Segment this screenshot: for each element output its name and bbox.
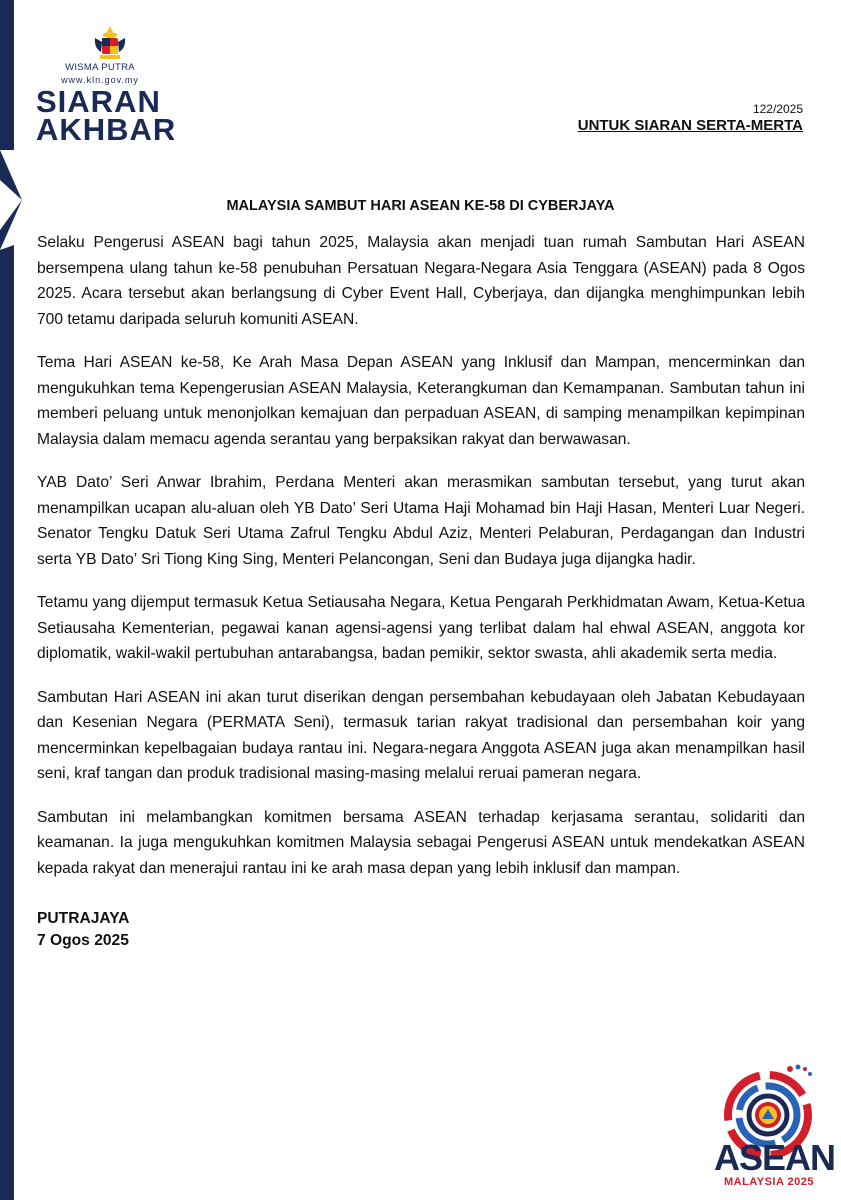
signoff xyxy=(37,908,129,952)
paragraph-1: Selaku Pengerusi ASEAN bagi tahun 2025, Malaysia akan menjadi tuan rumah Sambutan Hari ASEAN bersempena ulang tahun ke-58 penubuhan Persatuan Negara-Negara Asia Tenggara (ASEAN) pada 8 Ogos 2025. Acara tersebut akan berlangsung di Cyber Event Hall, Cyberjaya, dan dijangka menghimpunkan lebih 700 tetamu daripada seluruh komuniti ASEAN. xyxy=(37,234,805,328)
paragraph-6: Sambutan ini melambangkan komitmen bersama ASEAN terhadap kerjasama serantau, solidariti dan keamanan. Ia juga mengukuhkan komitmen Malaysia sebagai Pengerusi ASEAN untuk mendekatkan ASEAN kepada rakyat dan menerajui rantau ini ke arah masa depan yang lebih inklusif dan mampan. xyxy=(37,808,805,877)
doc-type-line2: AKHBAR xyxy=(36,112,177,147)
org-url: www.kln.gov.my xyxy=(61,75,139,85)
reference-block xyxy=(578,102,803,134)
asean-submark: MALAYSIA 2025 xyxy=(723,1176,815,1188)
asean-wordmark: ASEAN xyxy=(714,1137,836,1178)
doc-type xyxy=(36,84,177,147)
release-instruction: UNTUK SIARAN SERTA-MERTA xyxy=(577,117,803,134)
signoff-date: 7 Ogos 2025 xyxy=(37,932,129,949)
paragraph-5: Sambutan Hari ASEAN ini akan turut diserikan dengan persembahan kebudayaan oleh Jabatan Kebudayaan dan Kesenian Negara (PERMATA Seni), termasuk tarian rakyat tradisional dan persembahan koir yang mencerminkan kepelbagaian budaya rantau ini. Negara-negara Anggota ASEAN juga akan menampilkan hasil seni, kraf tangan dan produk tradisional masing-masing melalui reruai pameran negara. xyxy=(37,688,805,782)
paragraph-4: Tetamu yang dijemput termasuk Ketua Setiausaha Negara, Ketua Pengarah Perkhidmatan Awam, Ketua-Ketua Setiausaha Kementerian, pegawai kanan agensi-agensi yang terlibat dalam hal ehwal ASEAN, anggota kor diplomatik, wakil-wakil pertubuhan antarabangsa, badan pemikir, sektor swasta, ahli akademik serta media. xyxy=(37,594,805,662)
paragraph-2: Tema Hari ASEAN ke-58, Ke Arah Masa Depan ASEAN yang Inklusif dan Mampan, mencerminkan dan mengukuhkan tema Kepengerusian ASEAN Malaysia, Keterangkuman dan Kemampanan. Sambutan tahun ini memberi peluang untuk menonjolkan kemajuan dan perpaduan ASEAN, di samping menampilkan kepimpinan Malaysia dalam memacu agenda serantau yang berpaksikan rakyat dan berwawasan. xyxy=(37,354,805,448)
paragraph-3: YAB Dato’ Seri Anwar Ibrahim, Perdana Menteri akan merasmikan sambutan tersebut, yang turut akan menampilkan ucapan alu-aluan oleh YB Dato’ Seri Utama Haji Mohamad bin Haji Hasan, Menteri Luar Negeri. Senator Tengku Datuk Seri Utama Zafrul Tengku Abdul Aziz, Menteri Pelaburan, Perdagangan dan Industri serta YB Dato’ Sri Tiong King Sing, Menteri Pelancongan, Seni dan Budaya juga dijangka hadir. xyxy=(37,474,805,568)
signoff-place: PUTRAJAYA xyxy=(37,910,130,927)
org-name: WISMA PUTRA xyxy=(65,62,135,73)
coat-of-arms-icon xyxy=(92,24,128,62)
doc-type-line1: SIARAN xyxy=(36,84,161,119)
press-title: MALAYSIA SAMBUT HARI ASEAN KE-58 DI CYBERJAYA xyxy=(226,198,615,214)
press-body xyxy=(37,230,805,899)
reference-number: 122/2025 xyxy=(752,102,803,116)
